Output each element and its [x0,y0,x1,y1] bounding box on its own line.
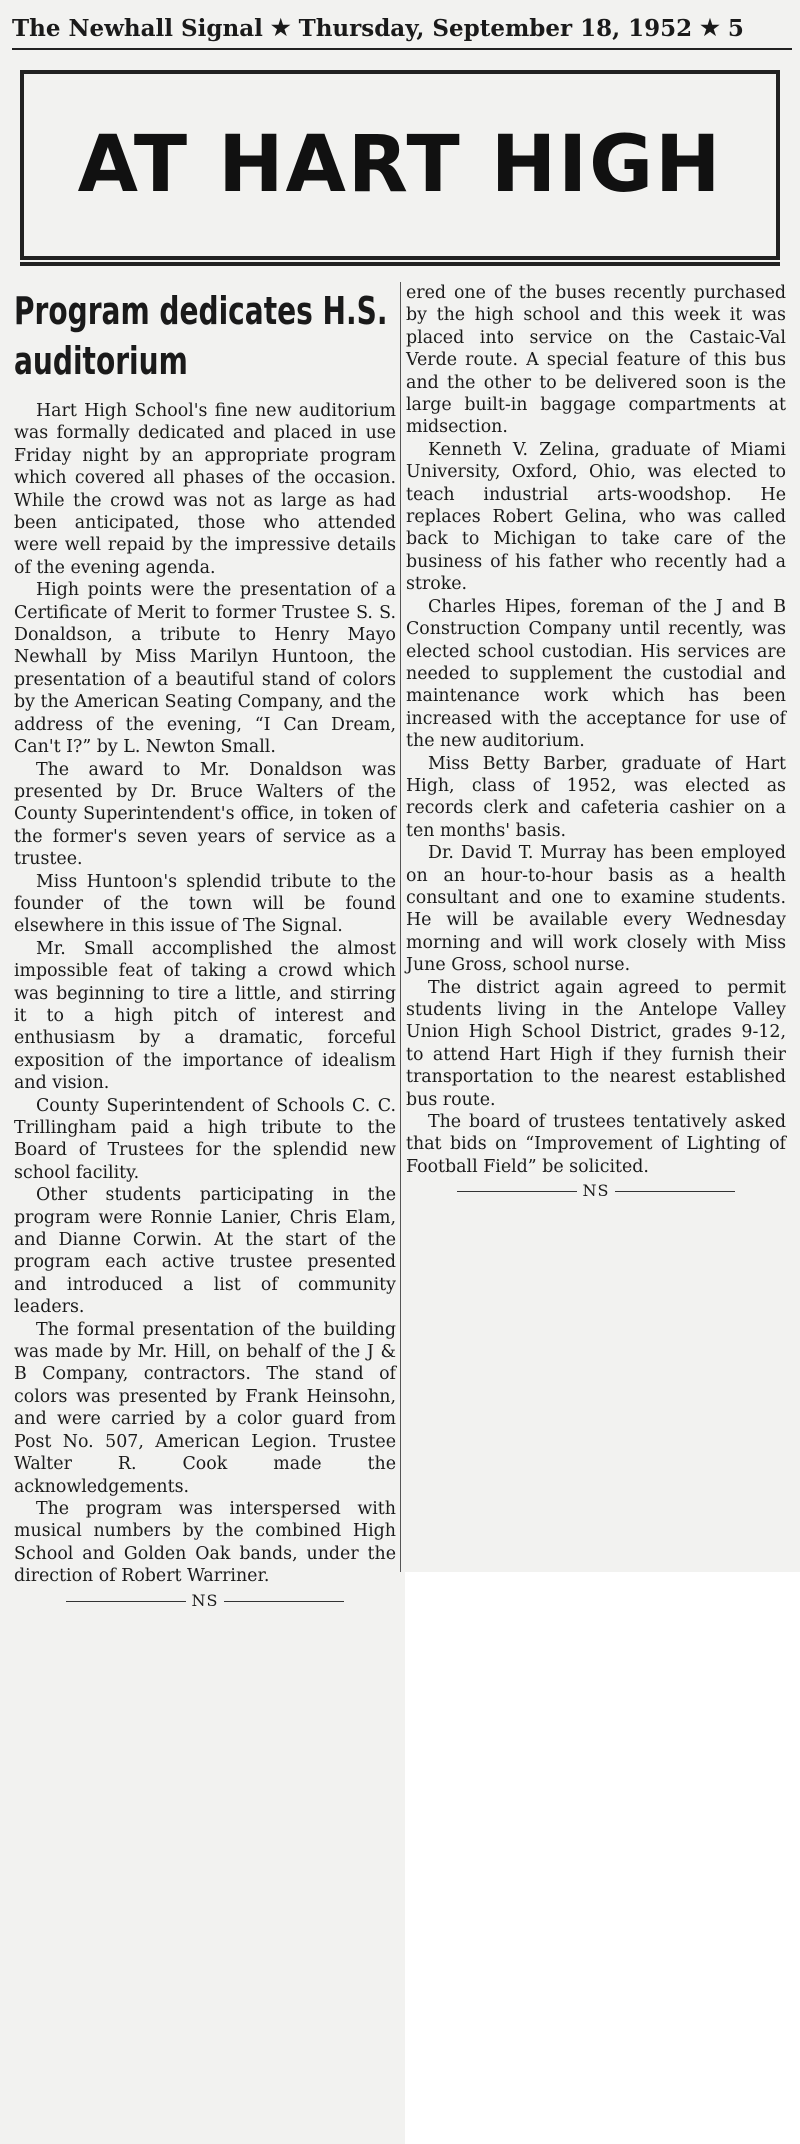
paragraph: Hart High School's fine new auditorium was formally dedicated and placed in use Friday night by an appropriate program which covered all phases of the occasion. While the crowd was not as large as had been anticipated, those who attended were well repaid by the impressive details of the evening agenda. [14,401,396,578]
paragraph: County Superintendent of Schools C. C. Trillingham paid a high tribute to the Board of Trustees for the splendid new school facility. [14,1095,396,1183]
paragraph: Mr. Small accomplished the almost impossible feat of taking a crowd which was beginning to tire a little, and stirring it to a high pitch of interest and enthusiasm by a dramatic, forceful exposition of the importance of idealism and vision. [14,938,396,1094]
article-right-column [406,282,786,1203]
banner-title: AT HART HIGH [77,120,723,210]
paragraph: Other students participating in the program were Ronnie Lanier, Chris Elam, and Dianne Corwin. At the start of the program each active trustee presented and introduced a list of community leaders. [14,1185,396,1318]
column-divider [400,282,401,1572]
paragraph: Dr. David T. Murray has been employed on an hour-to-hour basis as a health consultant and one to examine students. He will be available every Wednesday morning and will work closely with Miss June Gross, school nurse. [406,843,786,976]
paragraph: The program was interspersed with musical numbers by the combined High School and Golden Oak bands, under the direction of Robert Warriner. [14,1498,396,1587]
star-icon: ★ [700,15,720,41]
paragraph: Kenneth V. Zelina, graduate of Miami University, Oxford, Ohio, was elected to teach industrial arts-woodshop. He replaces Robert Gelina, who was called back to Michigan to take care of the business of his father who recently had a stroke. [406,439,786,595]
paragraph: The formal presentation of the building was made by Mr. Hill, on behalf of the J & B Company, contractors. The stand of colors was presented by Frank Heinsohn, and were carried by a color guard from Post No. 507, American Legion. Trustee Walter R. Cook made the acknowledgements. [14,1319,396,1497]
page-number: 5 [727,14,744,42]
paragraph: The district again agreed to permit students living in the Antelope Valley Union High School District, grades 9-12, to attend Hart High if they furnish their transportation to the nearest established bus route. [406,977,786,1110]
paper-name: The Newhall Signal [12,14,263,42]
section-banner [20,70,780,260]
paper-background-left-column [0,1572,405,2144]
signoff: NS [406,1180,786,1202]
article-headline: Program dedicates H.S. auditorium [14,289,388,383]
article-left-column [14,282,396,1612]
paragraph: High points were the presentation of a Certificate of Merit to former Trustee S. S. Donaldson, a tribute to Henry Mayo Newhall by Miss Marilyn Huntoon, the presentation of a beautiful stand of colors by the American Seating Company, and the address of the evening, “I Can Dream, Can't I?” by L. Newton Small. [14,580,396,758]
issue-date: Thursday, September 18, 1952 [298,14,693,42]
paragraph: The award to Mr. Donaldson was presented by Dr. Bruce Walters of the County Superintendent's office, in token of the former's seven years of service as a trustee. [14,759,396,870]
paragraph: The board of trustees tentatively asked that bids on “Improvement of Lighting of Football Field” be solicited. [406,1112,786,1177]
page-header [12,8,792,50]
signoff: NS [14,1590,396,1612]
banner-rule [20,262,780,266]
paragraph: Miss Huntoon's splendid tribute to the founder of the town will be found elsewhere in this issue of The Signal. [14,871,396,937]
paragraph: Miss Betty Barber, graduate of Hart High, class of 1952, was elected as records clerk and cafeteria cashier on a ten months' basis. [406,753,786,841]
paragraph: ered one of the buses recently purchased by the high school and this week it was placed into service on the Castaic-Val Verde route. A special feature of this bus and the other to be delivered soon is the large built-in baggage compartments at midsection. [406,283,786,438]
star-icon: ★ [270,15,291,41]
paragraph: Charles Hipes, foreman of the J and B Construction Company until recently, was elected school custodian. His services are needed to supplement the custodial and maintenance work which has been increased with the acceptance for use of the new auditorium. [406,596,786,752]
